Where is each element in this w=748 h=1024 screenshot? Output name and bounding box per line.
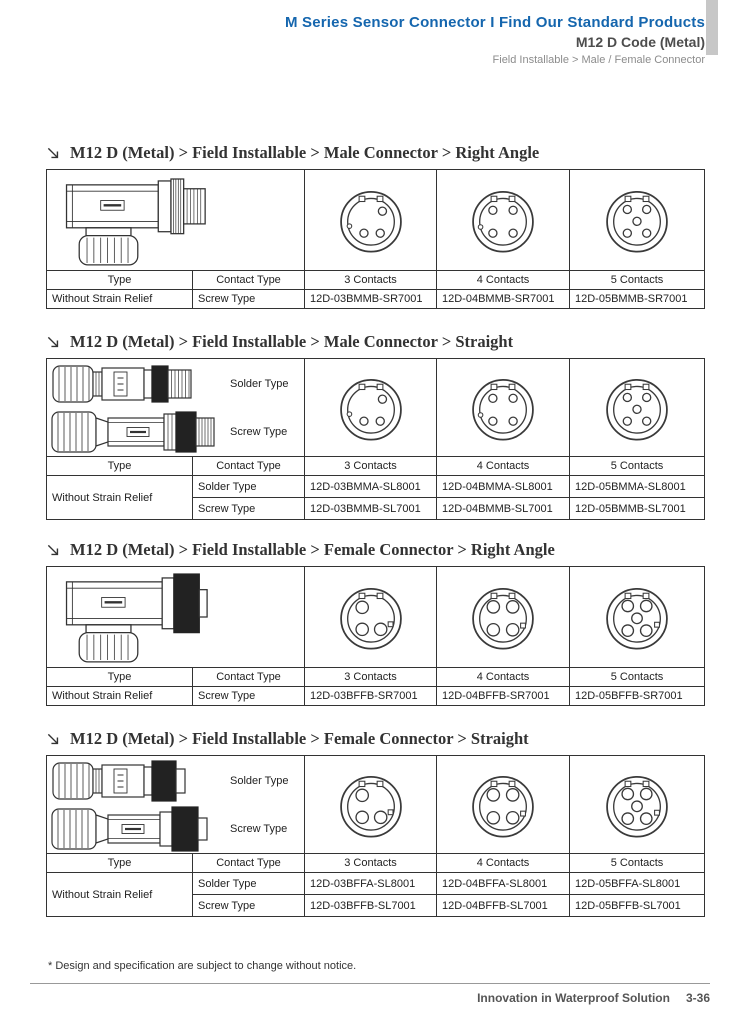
part-number-cell: 12D-05BMMB-SR7001 (570, 290, 705, 309)
header-title: M Series Sensor Connector I Find Our Standard Products (284, 14, 705, 31)
male-5-contact-face-drawing (593, 364, 681, 452)
part-number-cell: 12D-05BMMB-SL7001 (570, 498, 705, 520)
col-contact-type: Contact Type (193, 668, 305, 687)
footer-brand (477, 991, 710, 1005)
southeast-arrow-icon (46, 732, 61, 747)
col-contact-type: Contact Type (193, 854, 305, 873)
contact-face-5-cell (570, 359, 705, 457)
connector-illustration-cell (47, 170, 305, 271)
image-label-screw: Screw Type (230, 822, 288, 835)
type-cell: Without Strain Relief (47, 873, 193, 917)
image-label-screw: Screw Type (230, 425, 288, 438)
parts-table-female-right-angle (46, 566, 705, 706)
col-type: Type (47, 271, 193, 290)
section-title-text: M12 D (Metal) > Field Installable > Male Connector > Right Angle (70, 143, 540, 162)
parts-table-male-straight (46, 358, 705, 520)
contact-face-5-cell (570, 756, 705, 854)
part-number-cell: 12D-04BFFB-SL7001 (437, 895, 570, 917)
male-5-contact-face-drawing (593, 176, 681, 264)
section-title-text: M12 D (Metal) > Field Installable > Female Connector > Straight (70, 729, 529, 748)
part-number-cell: 12D-05BMMA-SL8001 (570, 476, 705, 498)
female-straight-screw-connector-drawing (50, 806, 218, 852)
contact-face-5-cell (570, 170, 705, 271)
part-number-cell: 12D-04BFFA-SL8001 (437, 873, 570, 895)
contact-face-4-cell (437, 170, 570, 271)
table-header-row (47, 668, 705, 687)
female-straight-solder-connector-drawing (50, 758, 218, 804)
part-number-cell: 12D-05BFFB-SL7001 (570, 895, 705, 917)
type-cell: Without Strain Relief (47, 476, 193, 520)
col-4-contacts: 4 Contacts (437, 668, 570, 687)
col-5-contacts: 5 Contacts (570, 271, 705, 290)
header-breadcrumb: Field Installable > Male / Female Connector (492, 54, 705, 66)
male-3-contact-face-drawing (327, 176, 415, 264)
table-row (47, 687, 705, 706)
image-label-solder: Solder Type (230, 377, 289, 390)
male-straight-screw-connector-drawing (50, 409, 218, 455)
screw-type-illustration-row (47, 805, 304, 853)
female-4-contact-face-drawing (459, 761, 547, 849)
section-title-female-right-angle (46, 540, 704, 560)
male-straight-solder-connector-drawing (50, 361, 218, 407)
table-row (47, 476, 705, 498)
southeast-arrow-icon (46, 335, 61, 350)
table-header-row (47, 457, 705, 476)
male-right-angle-connector-drawing (47, 173, 252, 267)
contact-face-3-cell (305, 359, 437, 457)
table-row (47, 873, 705, 895)
male-4-contact-face-drawing (459, 364, 547, 452)
contact-type-cell: Screw Type (193, 687, 305, 706)
disclaimer-note: * Design and specification are subject to change without notice. (48, 960, 357, 972)
part-number-cell: 12D-04BMMA-SL8001 (437, 476, 570, 498)
col-4-contacts: 4 Contacts (437, 457, 570, 476)
page-content (46, 0, 704, 917)
connector-illustration-cell (47, 359, 305, 457)
contact-face-4-cell (437, 567, 570, 668)
solder-type-illustration-row (47, 757, 304, 805)
female-3-contact-face-drawing (327, 761, 415, 849)
col-contact-type: Contact Type (193, 271, 305, 290)
parts-table-female-straight (46, 755, 705, 917)
male-4-contact-face-drawing (459, 176, 547, 264)
part-number-cell: 12D-03BMMB-SR7001 (305, 290, 437, 309)
contact-face-3-cell (305, 756, 437, 854)
footer-slogan: Innovation in Waterproof Solution (477, 991, 670, 1005)
contact-type-cell: Screw Type (193, 895, 305, 917)
female-3-contact-face-drawing (327, 573, 415, 661)
type-cell: Without Strain Relief (47, 290, 193, 309)
page-number: 3-36 (685, 991, 710, 1005)
part-number-cell: 12D-04BMMB-SL7001 (437, 498, 570, 520)
part-number-cell: 12D-05BFFA-SL8001 (570, 873, 705, 895)
col-4-contacts: 4 Contacts (437, 854, 570, 873)
corner-bar (706, 0, 718, 55)
southeast-arrow-icon (46, 543, 61, 558)
col-contact-type: Contact Type (193, 457, 305, 476)
contact-face-4-cell (437, 359, 570, 457)
contact-face-4-cell (437, 756, 570, 854)
contact-type-cell: Screw Type (193, 498, 305, 520)
type-cell: Without Strain Relief (47, 687, 193, 706)
parts-table-male-right-angle (46, 169, 705, 309)
part-number-cell: 12D-04BFFB-SR7001 (437, 687, 570, 706)
contact-face-5-cell (570, 567, 705, 668)
female-5-contact-face-drawing (593, 573, 681, 661)
southeast-arrow-icon (46, 146, 61, 161)
col-3-contacts: 3 Contacts (305, 271, 437, 290)
table-header-row (47, 854, 705, 873)
col-3-contacts: 3 Contacts (305, 668, 437, 687)
solder-type-illustration-row (47, 360, 304, 408)
section-title-text: M12 D (Metal) > Field Installable > Female Connector > Right Angle (70, 540, 555, 559)
connector-illustration-cell (47, 756, 305, 854)
female-right-angle-connector-drawing (47, 570, 252, 664)
part-number-cell: 12D-03BFFB-SL7001 (305, 895, 437, 917)
col-5-contacts: 5 Contacts (570, 457, 705, 476)
contact-face-3-cell (305, 170, 437, 271)
col-5-contacts: 5 Contacts (570, 668, 705, 687)
section-title-female-straight (46, 729, 704, 749)
header-subtitle: M12 D Code (Metal) (575, 34, 705, 50)
part-number-cell: 12D-03BMMB-SL7001 (305, 498, 437, 520)
col-type: Type (47, 854, 193, 873)
section-title-male-right-angle (46, 143, 704, 163)
col-5-contacts: 5 Contacts (570, 854, 705, 873)
col-type: Type (47, 457, 193, 476)
table-header-row (47, 271, 705, 290)
footer-divider (30, 983, 710, 984)
part-number-cell: 12D-04BMMB-SR7001 (437, 290, 570, 309)
col-3-contacts: 3 Contacts (305, 854, 437, 873)
section-title-male-straight (46, 332, 704, 352)
part-number-cell: 12D-03BMMA-SL8001 (305, 476, 437, 498)
contact-face-3-cell (305, 567, 437, 668)
contact-type-cell: Solder Type (193, 476, 305, 498)
col-type: Type (47, 668, 193, 687)
part-number-cell: 12D-03BFFA-SL8001 (305, 873, 437, 895)
col-3-contacts: 3 Contacts (305, 457, 437, 476)
section-title-text: M12 D (Metal) > Field Installable > Male Connector > Straight (70, 332, 514, 351)
screw-type-illustration-row (47, 408, 304, 456)
part-number-cell: 12D-03BFFB-SR7001 (305, 687, 437, 706)
col-4-contacts: 4 Contacts (437, 271, 570, 290)
contact-type-cell: Solder Type (193, 873, 305, 895)
part-number-cell: 12D-05BFFB-SR7001 (570, 687, 705, 706)
female-5-contact-face-drawing (593, 761, 681, 849)
table-row (47, 290, 705, 309)
female-4-contact-face-drawing (459, 573, 547, 661)
image-label-solder: Solder Type (230, 774, 289, 787)
connector-illustration-cell (47, 567, 305, 668)
male-3-contact-face-drawing (327, 364, 415, 452)
contact-type-cell: Screw Type (193, 290, 305, 309)
